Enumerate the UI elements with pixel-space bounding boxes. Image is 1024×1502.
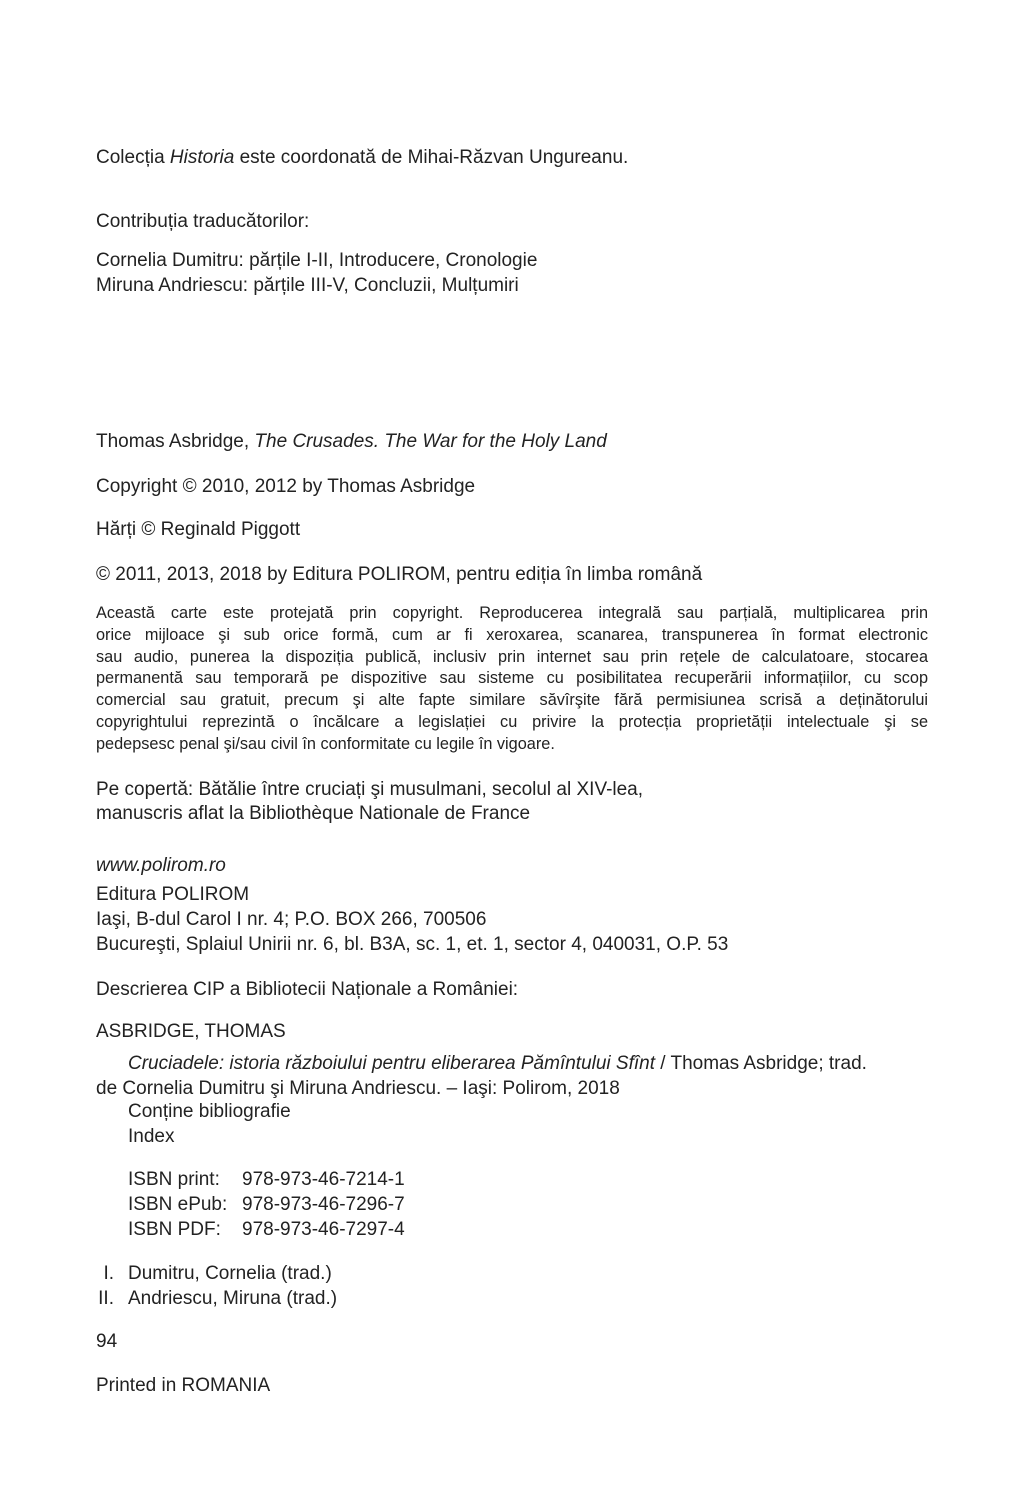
isbn-label: ISBN PDF:: [128, 1219, 221, 1240]
legal-line: pedepsesc penal şi/sau civil în conformitate cu legile în vigoare.: [96, 734, 555, 753]
cover-line-2: manuscris aflat la Bibliothèque Nationale de France: [96, 803, 531, 824]
isbn-value: 978-973-46-7296-7: [242, 1194, 405, 1215]
publisher-website: [96, 853, 226, 878]
copyright-publisher: © 2011, 2013, 2018 by Editura POLIROM, pentru ediția în limba română: [96, 564, 703, 585]
isbn-value: 978-973-46-7297-4: [242, 1219, 405, 1240]
legal-line: sau audio, punerea la dispoziția publică, inclusiv prin internet sau prin rețele de calculatoare, stocarea: [96, 647, 928, 666]
legal-line: copyrightului reprezintă o încălcare a legislației cu privire la protecția proprietății intelectuale şi se: [96, 712, 928, 731]
isbn-row: [128, 1217, 405, 1242]
isbn-value: 978-973-46-7214-1: [242, 1169, 405, 1190]
legal-line: orice mijloace şi sub orice formă, cum ar fi xeroxarea, scanarea, transpunerea în format electronic: [96, 625, 928, 644]
translator-line-2: Miruna Andriescu: părțile III-V, Concluzii, Mulțumiri: [96, 275, 519, 296]
collection-prefix: Colecția: [96, 147, 170, 168]
cip-note-bibliography: Conține bibliografie: [128, 1101, 291, 1122]
cip-title: Cruciadele: istoria războiului pentru eliberarea Pămîntului Sfînt: [128, 1053, 655, 1074]
publisher-address-bucuresti: Bucureşti, Splaiul Unirii nr. 6, bl. B3A, sc. 1, et. 1, sector 4, 040031, O.P. 53: [96, 934, 729, 955]
cip-title-line: [96, 1051, 936, 1076]
maps-copyright: Hărți © Reginald Piggott: [96, 519, 301, 540]
translator-line-1: Cornelia Dumitru: părțile I-II, Introducere, Cronologie: [96, 250, 538, 271]
collection-suffix: este coordonată de Mihai-Răzvan Ungureanu.: [234, 147, 629, 168]
publisher-name: Editura POLIROM: [96, 884, 250, 905]
publisher-address-iasi: Iaşi, B-dul Carol I nr. 4; P.O. BOX 266, 700506: [96, 909, 487, 930]
original-title-line: [96, 429, 607, 454]
cip-description: [96, 1051, 936, 1101]
entry-text: Andriescu, Miruna (trad.): [128, 1288, 338, 1309]
isbn-row: [128, 1192, 405, 1217]
website-text: www.polirom.ro: [96, 855, 226, 876]
collection-line: [96, 145, 628, 170]
cip-heading: Descrierea CIP a Bibliotecii Naționale a României:: [96, 979, 519, 1000]
isbn-row: [128, 1167, 405, 1192]
collection-name: Historia: [169, 147, 235, 168]
legal-notice: [96, 603, 928, 756]
cip-author-heading: ASBRIDGE, THOMAS: [96, 1021, 286, 1042]
cip-note-index: Index: [128, 1126, 175, 1147]
legal-line: comercial sau gratuit, precum şi alte fapte similare săvîrşite fără permisiunea scrisă a deținătorului: [96, 691, 928, 710]
isbn-list: [128, 1167, 405, 1242]
isbn-label: ISBN print:: [128, 1169, 220, 1190]
cip-entry: [92, 1261, 337, 1286]
original-author: Thomas Asbridge,: [96, 431, 255, 452]
translators-heading: Contribuția traducătorilor:: [96, 211, 310, 232]
cip-continuation: de Cornelia Dumitru şi Miruna Andriescu. – Iaşi: Polirom, 2018: [96, 1078, 620, 1099]
entry-number: I.: [103, 1263, 114, 1284]
cover-line-1: Pe copertă: Bătălie între cruciați şi musulmani, secolul al XIV-lea,: [96, 779, 644, 800]
printed-in: Printed in ROMANIA: [96, 1375, 271, 1396]
entry-text: Dumitru, Cornelia (trad.): [128, 1263, 332, 1284]
legal-line: permanentă sau temporară pe dispozitive sau sisteme cu posibilitatea recuperării informațiilor, cu scop: [96, 669, 928, 688]
classification-number: 94: [96, 1331, 118, 1352]
cip-entry: [92, 1286, 337, 1311]
legal-line: Această carte este protejată prin copyright. Reproducerea integrală sau parțială, multiplicarea prin: [96, 604, 928, 622]
cip-entries: [92, 1261, 337, 1311]
original-title: The Crusades. The War for the Holy Land: [254, 431, 607, 452]
isbn-label: ISBN ePub:: [128, 1194, 228, 1215]
cip-title-rest: / Thomas Asbridge; trad.: [655, 1053, 867, 1074]
copyright-author: Copyright © 2010, 2012 by Thomas Asbridge: [96, 476, 476, 497]
entry-number: II.: [98, 1288, 114, 1309]
